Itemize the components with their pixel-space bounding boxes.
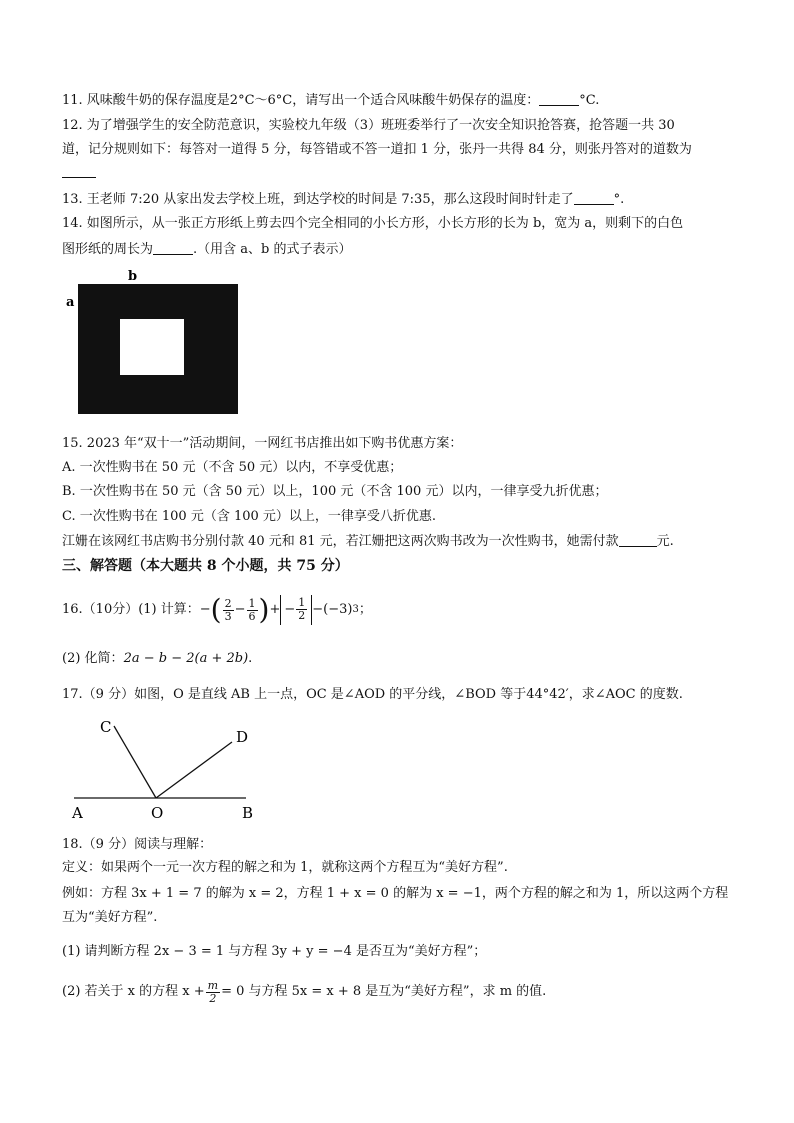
question-13 (62, 190, 624, 209)
q15-answer-blank[interactable] (619, 532, 657, 547)
label-d: D (236, 728, 249, 746)
q12-line3 (62, 163, 96, 182)
ray-oc (114, 726, 156, 798)
label-b-point: B (242, 804, 254, 822)
q12-line2: 道，记分规则如下：每答对一道得 5 分，每答错或不答一道扣 1 分，张丹一共得 84 分，则张丹答对的道数为 (62, 142, 692, 157)
q15-text: 江姗在该网红书店购书分别付款 40 元和 81 元，若江姗把这两次购书改为一次性购书，她需付款 (62, 534, 619, 549)
q14-line2 (62, 240, 352, 259)
q14-line1: 14. 如图所示，从一张正方形纸上剪去四个完全相同的小长方形，小长方形的长为 b，宽为 a，则剩下的白色 (62, 216, 684, 231)
square-paper-figure (62, 266, 242, 418)
label-c: C (100, 718, 112, 736)
q16-part2-expression: 2a − b − 2(a + 2b) (123, 651, 249, 666)
label-a-point: A (72, 804, 83, 822)
q18-fraction-m-over-2: $\frac{m}{2}$ (207, 978, 219, 1005)
q16-tail: −(−3) (312, 602, 353, 617)
q16-right-paren: ) (258, 593, 270, 626)
q15-option-b: B. 一次性购书在 50 元（含 50 元）以上，100 元（不含 100 元）以内，一律享受九折优惠； (62, 484, 608, 499)
q11-answer-blank[interactable] (539, 91, 579, 106)
q18-part2 (62, 975, 546, 1009)
q16-part2-label: (2) 化简： (62, 651, 124, 666)
q11-unit: °C. (579, 93, 600, 108)
q18-definition: 定义：如果两个一元一次方程的解之和为 1，就称这两个方程互为“美好方程”. (62, 860, 508, 875)
q12-line1: 12. 为了增强学生的安全防范意识，实验校九年级（3）班班委举行了一次安全知识抢答赛，抢答题一共 30 (62, 118, 675, 133)
q16-plus: + (269, 602, 281, 617)
q18-title: 18.（9 分）阅读与理解： (62, 837, 213, 852)
label-b: b (128, 269, 138, 284)
q18-example-line1: 例如：方程 3x + 1 = 7 的解为 x = 2，方程 1 + x = 0 的解为 x = −1，两个方程的解之和为 1，所以这两个方程 (62, 886, 729, 901)
q11-text: 11. 风味酸牛奶的保存温度是2°C～6°C，请写出一个适合风味酸牛奶保存的温度： (62, 93, 540, 108)
section-3-heading: 三、解答题（本大题共 8 个小题，共 75 分） (62, 558, 349, 574)
q15-last-line (62, 532, 674, 551)
q14-text-b: .（用含 a、b 的式子表示） (193, 242, 352, 257)
q16-part2: (2) 化简：2a − b − 2(a + 2b). (62, 651, 253, 666)
q15-intro: 15. 2023 年“双十一”活动期间，一网红书店推出如下购书优惠方案： (62, 436, 463, 451)
q18-example-line2: 互为“美好方程”. (62, 910, 158, 925)
paper-inner-white-square (120, 319, 184, 375)
q13-text: 13. 王老师 7:20 从家出发去学校上班，到达学校的时间是 7:35，那么这段时间时针走了 (62, 192, 574, 207)
q18-part1: (1) 请判断方程 2x − 3 = 1 与方程 3y + y = −4 是否互为“美好方程”； (62, 944, 487, 959)
q16-prefix: 16.（10分）(1) 计算： (62, 602, 200, 617)
angle-figure (62, 712, 282, 824)
q16-fraction-1: $\frac{2}{3}$ (224, 596, 232, 623)
q15-unit: 元. (656, 534, 674, 549)
q15-option-a: A. 一次性购书在 50 元（不含 50 元）以内，不享受优惠； (62, 460, 403, 475)
q16-minus: − (199, 602, 211, 617)
q14-answer-blank[interactable] (153, 240, 193, 255)
q18-part2-text-a: (2) 若关于 x 的方程 x + (62, 984, 205, 999)
q14-text-a: 图形纸的周长为 (62, 242, 154, 257)
q15-option-c: C. 一次性购书在 100 元（含 100 元）以上，一律享受八折优惠. (62, 509, 437, 524)
q16-part1: 16.（10分）(1) 计算： − ( $\frac{2}{3}$ − $\frac{1}{6}$ ) + − $\frac{1}{2}$ −(−3) 3 ； (62, 593, 372, 626)
q13-unit: °. (613, 192, 625, 207)
q12-answer-blank[interactable] (62, 163, 96, 178)
q16-exponent: 3 (352, 604, 359, 615)
question-11 (62, 91, 599, 110)
q16-left-paren: ( (210, 593, 222, 626)
q13-answer-blank[interactable] (574, 190, 614, 205)
q16-fraction-2: $\frac{1}{6}$ (248, 596, 256, 623)
q16-absolute-value: − $\frac{1}{2}$ (280, 595, 312, 625)
label-o-point: O (151, 804, 164, 822)
ray-od (156, 742, 232, 798)
q16-end: ； (358, 602, 372, 617)
q17-text: 17.（9 分）如图，O 是直线 AB 上一点，OC 是∠AOD 的平分线，∠BOD 等于44°42′，求∠AOC 的度数. (62, 687, 683, 702)
q18-part2-text-b: = 0 与方程 5x = x + 8 是互为“美好方程”，求 m 的值. (221, 984, 547, 999)
label-a: a (66, 295, 75, 310)
q16-fraction-3: $\frac{1}{2}$ (298, 596, 306, 622)
